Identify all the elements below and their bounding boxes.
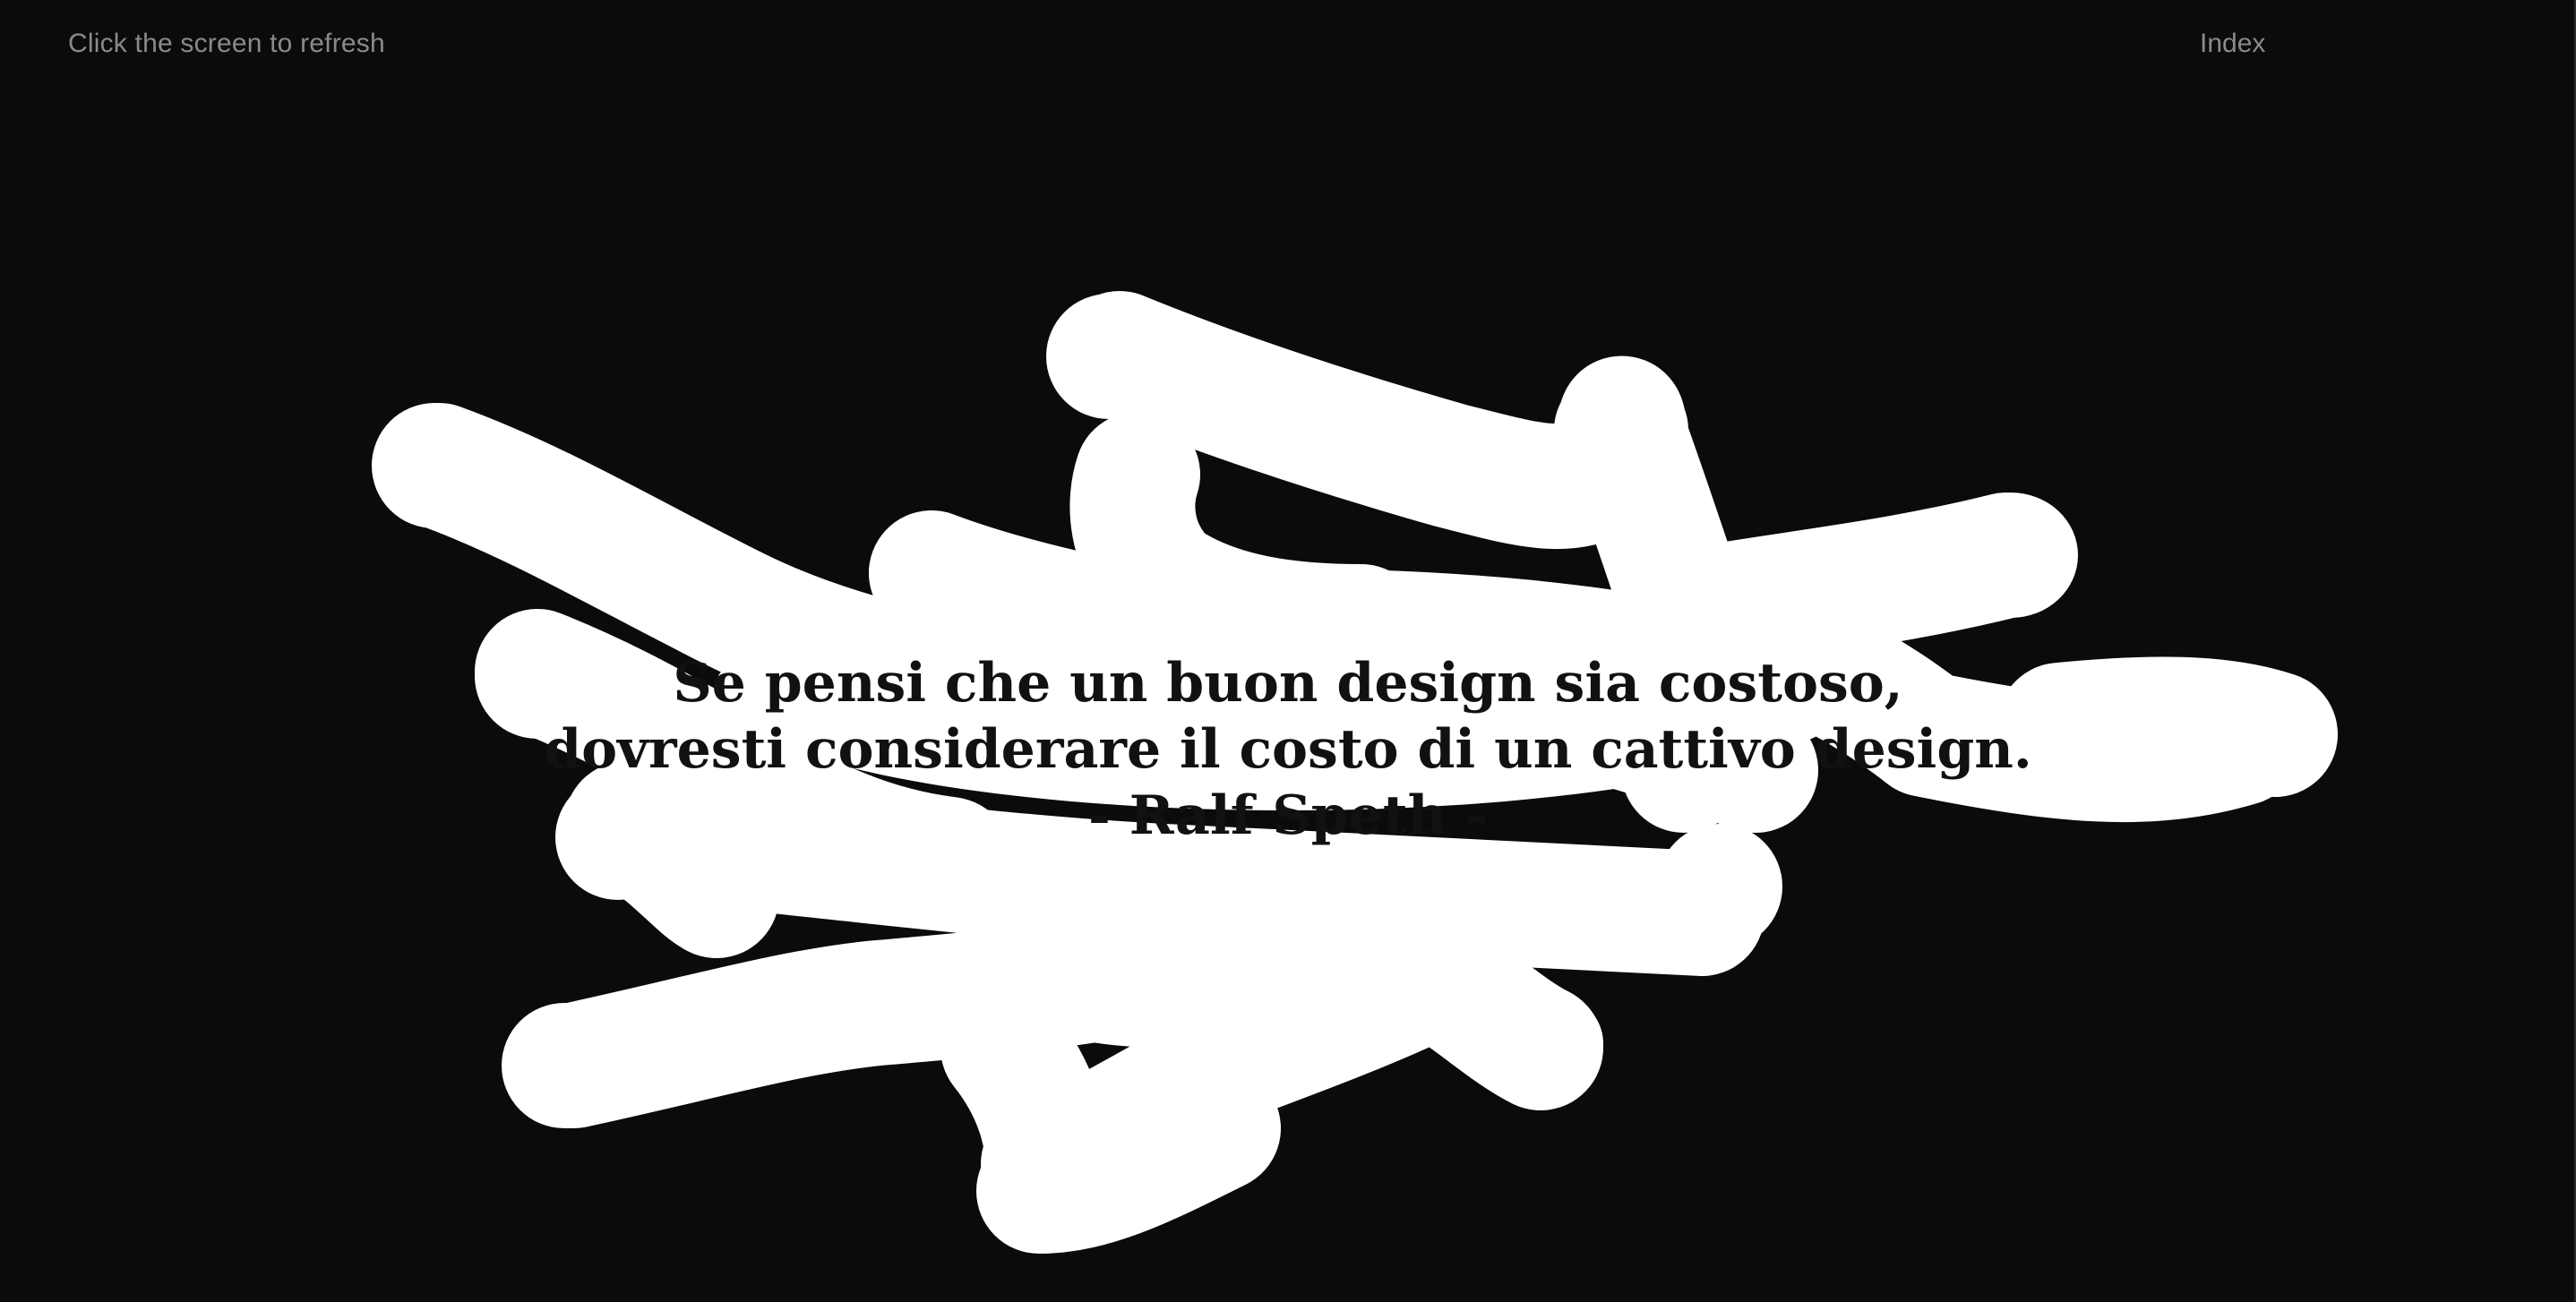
quote-author: - Ralf Speth - [1088,784,1488,847]
index-link[interactable]: Index [2200,29,2266,58]
quote-line-2: dovresti considerare il costo di un cattivo design. [544,718,2032,781]
refresh-hint: Click the screen to refresh [68,29,385,58]
quote-block [0,650,2576,849]
quote-line-1: Se pensi che un buon design sia costoso, [673,652,1903,715]
